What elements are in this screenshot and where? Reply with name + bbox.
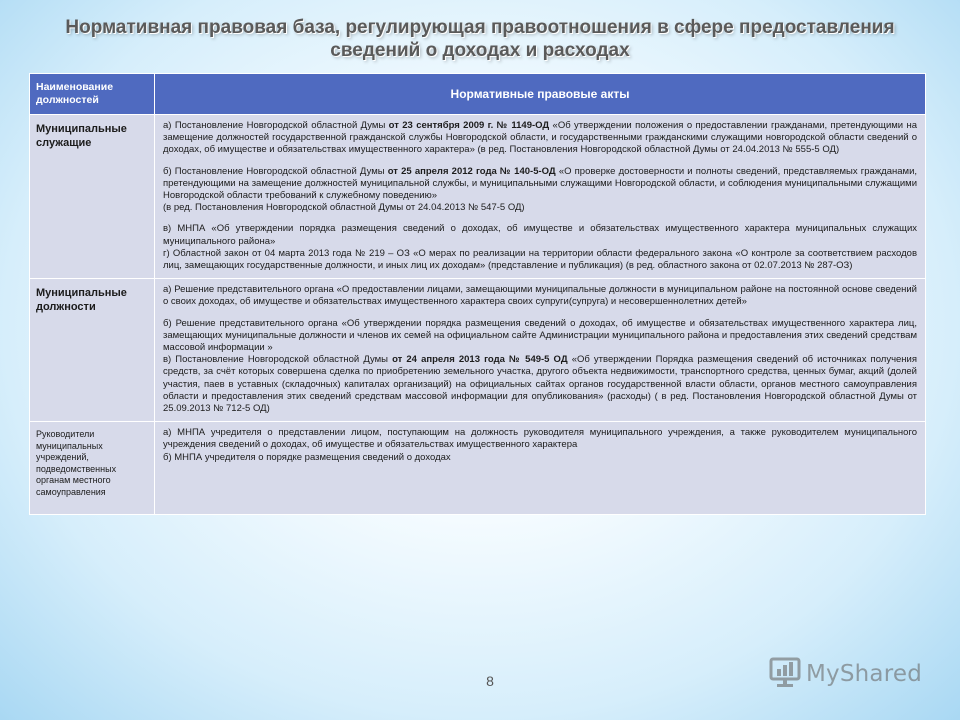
act-text: а) Постановление Новгородской областной Думы: [163, 120, 389, 131]
act-text: «О проверке достоверности и полноты сведений, представляемых гражданами, претендующими на замещение должностей муниципальной службы, и муниципальными служащими Новгородской области, и соблюдения муниципальными служащими Новгородской области требований к служебному поведению»: [163, 165, 918, 202]
legal-acts-table: [29, 73, 926, 515]
table-row: [30, 422, 926, 515]
act-paragraph: в) МНПА «Об утверждении порядка размещения сведений о доходах, об имуществе и обязательствах имущественного характера муниципальных служащих муниципального района»: [163, 223, 917, 247]
act-paragraph: а) МНПА учредителя о представлении лицом, поступающим на должность руководителя муниципального учреждения, а также руководителем муниципального учреждения сведений о доходах, об имуществе и обязательствах имущественного характера: [163, 427, 917, 451]
act-date-number: от 24 апреля 2013 года № 549-5 ОД: [392, 354, 568, 366]
act-paragraph: а) Решение представительного органа «О предоставлении лицами, замещающими муниципальные должности в муниципальном районе на постоянной основе сведений о своих доходах, об имуществе и обязательствах имущественного характера своих супруги(супруга) и несовершеннолетних детей»: [163, 284, 917, 308]
act-text: б) Постановление Новгородской областной Думы: [163, 165, 388, 177]
act-date-number: от 23 сентября 2009 г. № 1149-ОД: [388, 120, 550, 131]
act-paragraph: (в ред. Постановления Новгородской областной Думы от 24.04.2013 № 547-5 ОД): [163, 202, 525, 214]
header-acts: Нормативные правовые акты: [155, 74, 926, 115]
act-paragraph: [163, 120, 917, 157]
act-text: «Об утверждении Порядка размещения сведений об источниках получения средств, за счёт которых совершена сделка по приобретению земельного участка, другого объекта недвижимости, транспортного средства, ценных бумаг, акций (долей участия, паев в уставных (складочных) капиталах организаций) на официальных сайтах органов государственной власти области, органов местного самоуправления области и предоставления этих сведений средствам массовой информации для опубликования» (расходы) ( в ред. Постановления Новгородской областной Думы от 25.09.2013 № 712-5 ОД): [163, 354, 918, 415]
act-paragraph: б) МНПА учредителя о порядке размещения сведений о доходах: [163, 451, 451, 463]
act-paragraph: г) Областной закон от 04 марта 2013 года № 219 – ОЗ «О мерах по реализации на территории области федерального закона «О контроле за соответствием расходов лиц, замещающих государственные должности, и иных лиц их доходам» (представление и публикация) (в ред. областного закона от 02.07.2013 № 287-ОЗ): [163, 247, 917, 272]
acts-cell: [155, 279, 926, 422]
watermark-text: MyShared: [806, 661, 923, 687]
slide-title: Нормативная правовая база, регулирующая правоотношения в сфере предоставления сведений о доходах и расходах: [65, 17, 895, 61]
page-number: 8: [486, 673, 494, 689]
act-paragraph: [163, 166, 917, 203]
act-paragraph: [163, 354, 917, 415]
acts-cell: [155, 422, 926, 515]
position-cell: Муниципальные служащие: [30, 115, 155, 279]
presentation-screen-icon: [768, 656, 802, 693]
act-date-number: от 25 апреля 2012 года № 140-5-ОД: [387, 165, 556, 177]
act-text: «Об утверждении положения о предоставлении гражданами, претендующими на замещение должностей государственной гражданской службы Новгородской области, и государственными гражданскими служащими новгородской области сведений о доходах, об имуществе и обязательствах имущественного характера» (в ред. Постановления Новгородской областной Думы от 24.04.2013 № 555-5 ОД): [163, 120, 918, 156]
table-row: [30, 115, 926, 279]
header-positions: Наименование должностей: [30, 74, 155, 115]
position-cell: Руководители муниципальных учреждений, подведомственных органам местного самоуправления: [30, 422, 155, 515]
act-text: в) Постановление Новгородской областной Думы: [163, 354, 393, 366]
watermark-logo: [768, 656, 922, 692]
position-cell: Муниципальные должности: [30, 279, 155, 422]
table-header-row: [30, 74, 926, 115]
act-paragraph: б) Решение представительного органа «Об утверждении порядка размещения сведений о доходах, об имуществе и обязательствах имущественного характера лиц, замещающих муниципальные должности и членов их семей на официальном сайте Администрации муниципального района и предоставления этих сведений средствам массовой информации »: [163, 317, 917, 354]
acts-cell: [155, 115, 926, 279]
table-row: [30, 279, 926, 422]
